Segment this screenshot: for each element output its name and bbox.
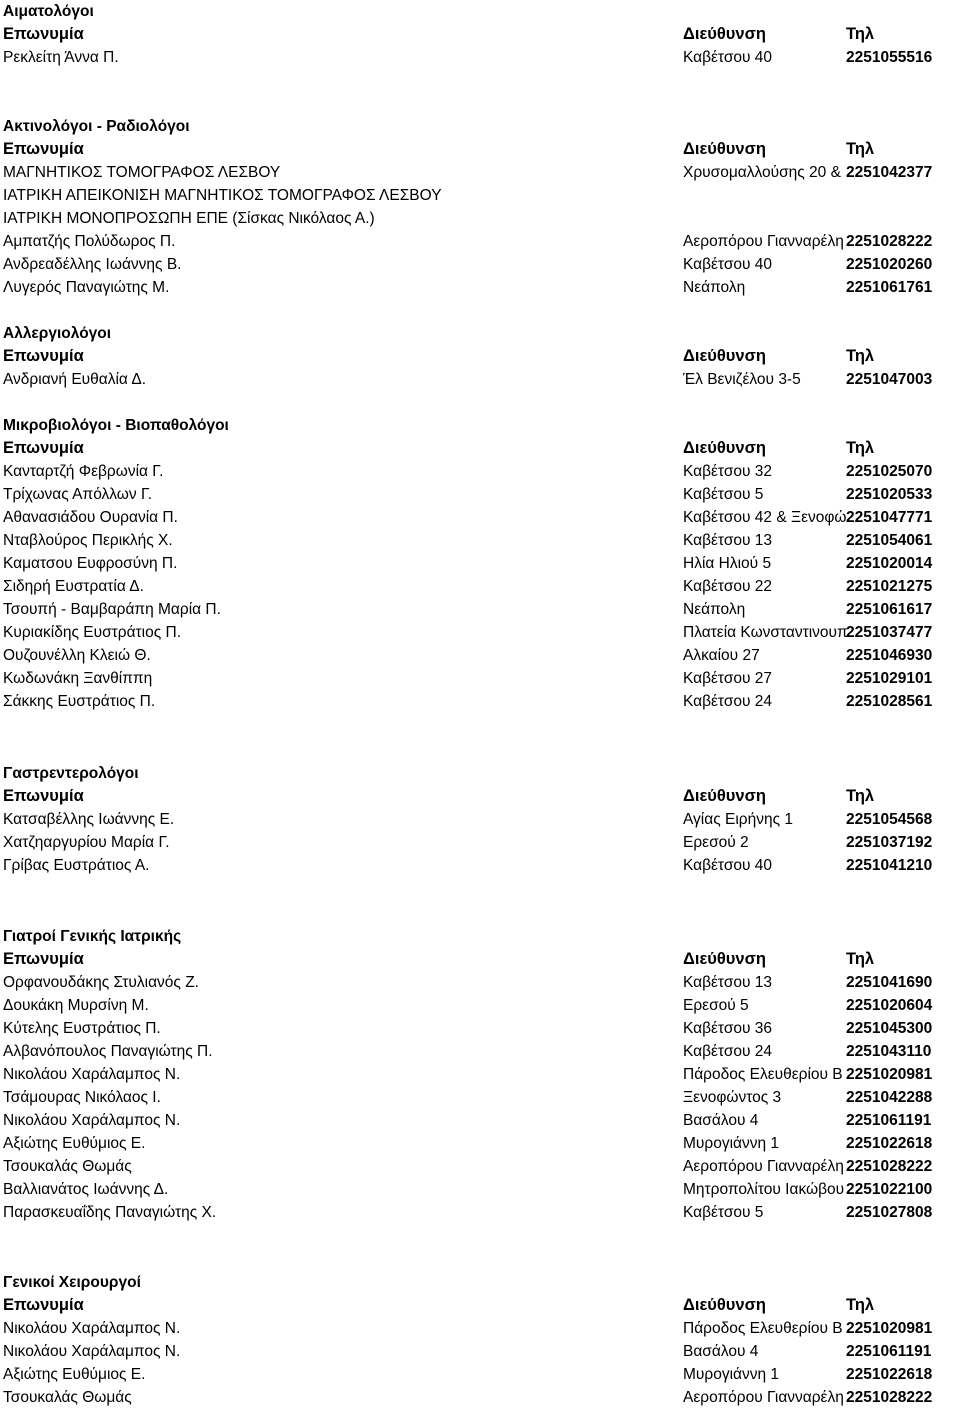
column-header-row [0, 138, 960, 161]
header-phone: Τηλ [846, 950, 875, 968]
table-row [0, 690, 960, 713]
doctor-name: Νικολάου Χαράλαμπος Ν. [3, 1320, 181, 1337]
doctor-phone: 2251041690 [846, 974, 933, 991]
doctor-phone: 2251054568 [846, 811, 933, 828]
section-title-line [0, 762, 960, 785]
doctor-phone: 2251028561 [846, 693, 933, 710]
table-row [0, 276, 960, 299]
doctor-address: Καβέτσου 13 [683, 532, 773, 549]
doctor-name: Τρίχωνας Απόλλων Γ. [3, 486, 153, 503]
doctor-name: Αμπατζής Πολύδωρος Π. [3, 233, 176, 250]
header-name: Επωνυμία [3, 1296, 84, 1314]
table-row [0, 1040, 960, 1063]
doctor-name: Αξιώτης Ευθύμιος Ε. [3, 1366, 146, 1383]
doctor-name: Ανδριανή Ευθαλία Δ. [3, 371, 146, 388]
section-title: Αλλεργιολόγοι [3, 325, 112, 342]
doctor-name: ΜΑΓΝΗΤΙΚΟΣ ΤΟΜΟΓΡΑΦΟΣ ΛΕΣΒΟΥ [3, 164, 281, 181]
doctor-phone: 2251047771 [846, 509, 933, 526]
doctor-address: Ξενοφώντος 3 [683, 1089, 782, 1106]
header-address: Διεύθυνση [683, 439, 766, 457]
doctor-address: Καβέτσου 22 [683, 578, 773, 595]
doctor-address: Αεροπόρου Γιανναρέλη [683, 233, 844, 250]
section-title-line [0, 322, 960, 345]
doctor-name: Βαλλιανάτος Ιωάννης Δ. [3, 1181, 169, 1198]
header-name: Επωνυμία [3, 25, 84, 43]
doctor-address: Βασάλου 4 [683, 1343, 759, 1360]
doctor-name: Νικολάου Χαράλαμπος Ν. [3, 1066, 181, 1083]
doctor-phone: 2251061761 [846, 279, 933, 296]
header-name: Επωνυμία [3, 787, 84, 805]
table-row [0, 994, 960, 1017]
header-address: Διεύθυνση [683, 787, 766, 805]
table-row [0, 529, 960, 552]
doctor-name: Νταβλούρος Περικλής Χ. [3, 532, 173, 549]
doctor-address: Καβέτσου 24 [683, 1043, 773, 1060]
doctor-address: Μυρογιάννη 1 [683, 1366, 780, 1383]
table-row [0, 483, 960, 506]
table-row [0, 46, 960, 69]
section-title-line [0, 1271, 960, 1294]
table-row [0, 831, 960, 854]
table-row [0, 667, 960, 690]
table-row [0, 552, 960, 575]
doctor-name: Κωδωνάκη Ξανθίππη [3, 670, 153, 687]
doctor-phone: 2251022100 [846, 1181, 933, 1198]
doctor-address: Νεάπολη [683, 601, 746, 618]
doctor-name: Νικολάου Χαράλαμπος Ν. [3, 1343, 181, 1360]
doctor-name: Ορφανουδάκης Στυλιανός Ζ. [3, 974, 199, 991]
table-row [0, 854, 960, 877]
doctor-name: ΙΑΤΡΙΚΗ ΜΟΝΟΠΡΟΣΩΠΗ ΕΠΕ (Σίσκας Νικόλαος Α.) [3, 210, 375, 227]
header-address: Διεύθυνση [683, 140, 766, 158]
header-name: Επωνυμία [3, 950, 84, 968]
doctor-phone: 2251020260 [846, 256, 933, 273]
doctor-phone: 2251021275 [846, 578, 933, 595]
doctor-address: Αγίας Ειρήνης 1 [683, 811, 793, 828]
table-row [0, 971, 960, 994]
doctor-address: Ηλία Ηλιού 5 [683, 555, 772, 572]
table-row [0, 253, 960, 276]
doctor-phone: 2251029101 [846, 670, 933, 687]
column-header-row [0, 1294, 960, 1317]
doctor-name: Αλβανόπουλος Παναγιώτης Π. [3, 1043, 213, 1060]
table-row [0, 1201, 960, 1224]
table-row [0, 1017, 960, 1040]
doctor-phone: 2251047003 [846, 371, 933, 388]
table-row [0, 1386, 960, 1409]
doctor-phone: 2251043110 [846, 1043, 932, 1060]
doctor-phone: 2251028222 [846, 233, 933, 250]
table-row [0, 1340, 960, 1363]
table-row [0, 1109, 960, 1132]
doctor-name: Αθανασιάδου Ουρανία Π. [3, 509, 178, 526]
doctor-phone: 2251045300 [846, 1020, 933, 1037]
table-row [0, 575, 960, 598]
doctor-phone: 2251020604 [846, 997, 933, 1014]
doctor-phone: 2251028222 [846, 1158, 933, 1175]
doctor-name: Δουκάκη Μυρσίνη Μ. [3, 997, 149, 1014]
doctor-name: Γρίβας Ευστράτιος Α. [3, 857, 150, 874]
doctor-name: ΙΑΤΡΙΚΗ ΑΠΕΙΚΟΝΙΣΗ ΜΑΓΝΗΤΙΚΟΣ ΤΟΜΟΓΡΑΦΟΣ ΛΕΣΒΟΥ [3, 187, 442, 204]
header-name: Επωνυμία [3, 439, 84, 457]
doctor-address: Καβέτσου 13 [683, 974, 773, 991]
section-title: Αιματολόγοι [3, 3, 94, 20]
table-row [0, 808, 960, 831]
doctor-name: Κύτελης Ευστράτιος Π. [3, 1020, 161, 1037]
doctor-phone: 2251041210 [846, 857, 933, 874]
table-row [0, 1178, 960, 1201]
doctor-address: Καβέτσου 40 [683, 857, 773, 874]
doctor-phone: 2251037477 [846, 624, 933, 641]
doctor-name: Τσάμουρας Νικόλαος Ι. [3, 1089, 161, 1106]
doctor-address: Καβέτσου 40 [683, 256, 773, 273]
doctor-name: Σάκκης Ευστράτιος Π. [3, 693, 156, 710]
header-phone: Τηλ [846, 25, 875, 43]
column-header-row [0, 23, 960, 46]
doctor-address: Νεάπολη [683, 279, 746, 296]
table-row [0, 621, 960, 644]
doctor-phone: 2251020014 [846, 555, 933, 572]
table-row [0, 184, 960, 207]
doctor-address: Πάροδος Ελευθερίου Β [683, 1320, 843, 1337]
doctor-address: Αεροπόρου Γιανναρέλη [683, 1158, 844, 1175]
table-row [0, 644, 960, 667]
doctor-name: Ανδρεαδέλλης Ιωάννης Β. [3, 256, 182, 273]
doctor-phone: 2251020981 [846, 1320, 933, 1337]
doctor-address: Καβέτσου 42 & Ξενοφώ [683, 509, 847, 526]
header-address: Διεύθυνση [683, 1296, 766, 1314]
header-name: Επωνυμία [3, 347, 84, 365]
section-title: Ακτινολόγοι - Ραδιολόγοι [3, 118, 190, 135]
doctor-phone: 2251020981 [846, 1066, 933, 1083]
table-row [0, 460, 960, 483]
section-title-line [0, 0, 960, 23]
doctor-address: Ερεσού 2 [683, 834, 749, 851]
doctor-name: Καματσου Ευφροσύνη Π. [3, 555, 178, 572]
doctor-phone: 2251042288 [846, 1089, 933, 1106]
doctor-name: Ουζουνέλλη Κλειώ Θ. [3, 647, 151, 664]
doctor-address: Έλ Βενιζέλου 3-5 [683, 371, 801, 388]
doctor-name: Ρεκλείτη Άννα Π. [3, 49, 119, 66]
doctor-name: Τσουκαλάς Θωμάς [3, 1158, 132, 1175]
table-row [0, 1063, 960, 1086]
doctor-address: Ερεσού 5 [683, 997, 749, 1014]
table-row [0, 1155, 960, 1178]
doctor-name: Κανταρτζή Φεβρωνία Γ. [3, 463, 164, 480]
doctor-name: Χατζηαργυρίου Μαρία Γ. [3, 834, 170, 851]
column-header-row [0, 345, 960, 368]
table-row [0, 598, 960, 621]
table-row [0, 207, 960, 230]
doctor-name: Τσουκαλάς Θωμάς [3, 1389, 132, 1406]
column-header-row [0, 785, 960, 808]
doctor-name: Λυγερός Παναγιώτης Μ. [3, 279, 170, 296]
header-phone: Τηλ [846, 347, 875, 365]
section-title: Μικροβιολόγοι - Βιοπαθολόγοι [3, 417, 229, 434]
doctor-phone: 2251046930 [846, 647, 933, 664]
header-name: Επωνυμία [3, 140, 84, 158]
doctor-address: Πλατεία Κωνσταντινουπ [683, 624, 848, 641]
doctor-address: Μητροπολίτου Ιακώβου [683, 1181, 845, 1198]
table-row [0, 161, 960, 184]
header-phone: Τηλ [846, 439, 875, 457]
section-title-line [0, 925, 960, 948]
doctor-name: Κατσαβέλλης Ιωάννης Ε. [3, 811, 175, 828]
doctor-address: Χρυσομαλλούσης 20 & [683, 164, 841, 181]
doctor-address: Βασάλου 4 [683, 1112, 759, 1129]
doctor-name: Τσουπή - Βαμβαράπη Μαρία Π. [3, 601, 221, 618]
doctor-address: Καβέτσου 36 [683, 1020, 773, 1037]
doctor-phone: 2251061617 [846, 601, 933, 618]
doctor-name: Αξιώτης Ευθύμιος Ε. [3, 1135, 146, 1152]
doctor-name: Νικολάου Χαράλαμπος Ν. [3, 1112, 181, 1129]
doctor-address: Αεροπόρου Γιανναρέλη [683, 1389, 844, 1406]
table-row [0, 230, 960, 253]
doctor-phone: 2251061191 [846, 1112, 932, 1129]
section-title: Γαστρεντερολόγοι [3, 765, 139, 782]
table-row [0, 506, 960, 529]
doctor-address: Καβέτσου 5 [683, 486, 764, 503]
doctor-phone: 2251042377 [846, 164, 933, 181]
doctor-phone: 2251055516 [846, 49, 933, 66]
table-row [0, 1317, 960, 1340]
column-header-row [0, 948, 960, 971]
doctor-phone: 2251027808 [846, 1204, 933, 1221]
doctor-address: Καβέτσου 5 [683, 1204, 764, 1221]
header-phone: Τηλ [846, 140, 875, 158]
doctor-phone: 2251037192 [846, 834, 933, 851]
doctor-address: Καβέτσου 24 [683, 693, 773, 710]
doctor-phone: 2251022618 [846, 1135, 933, 1152]
table-row [0, 1132, 960, 1155]
doctor-phone: 2251061191 [846, 1343, 932, 1360]
section-title-line [0, 115, 960, 138]
doctor-name: Κυριακίδης Ευστράτιος Π. [3, 624, 182, 641]
doctor-phone: 2251025070 [846, 463, 933, 480]
doctor-address: Καβέτσου 27 [683, 670, 773, 687]
section-title-line [0, 414, 960, 437]
column-header-row [0, 437, 960, 460]
table-row [0, 368, 960, 391]
table-row [0, 1086, 960, 1109]
doctor-name: Παρασκευαΐδης Παναγιώτης Χ. [3, 1204, 217, 1221]
doctor-phone: 2251028222 [846, 1389, 933, 1406]
doctor-address: Αλκαίου 27 [683, 647, 760, 664]
section-title: Γενικοί Χειρουργοί [3, 1274, 141, 1291]
header-address: Διεύθυνση [683, 950, 766, 968]
doctor-address: Πάροδος Ελευθερίου Β [683, 1066, 843, 1083]
header-phone: Τηλ [846, 1296, 875, 1314]
section-title: Γιατροί Γενικής Ιατρικής [3, 928, 182, 945]
doctor-phone: 2251022618 [846, 1366, 933, 1383]
doctor-address: Καβέτσου 32 [683, 463, 773, 480]
doctor-address: Καβέτσου 40 [683, 49, 773, 66]
header-phone: Τηλ [846, 787, 875, 805]
table-row [0, 1363, 960, 1386]
doctor-address: Μυρογιάννη 1 [683, 1135, 780, 1152]
header-address: Διεύθυνση [683, 25, 766, 43]
doctor-phone: 2251054061 [846, 532, 933, 549]
doctor-phone: 2251020533 [846, 486, 933, 503]
header-address: Διεύθυνση [683, 347, 766, 365]
doctor-name: Σιδηρή Ευστρατία Δ. [3, 578, 144, 595]
